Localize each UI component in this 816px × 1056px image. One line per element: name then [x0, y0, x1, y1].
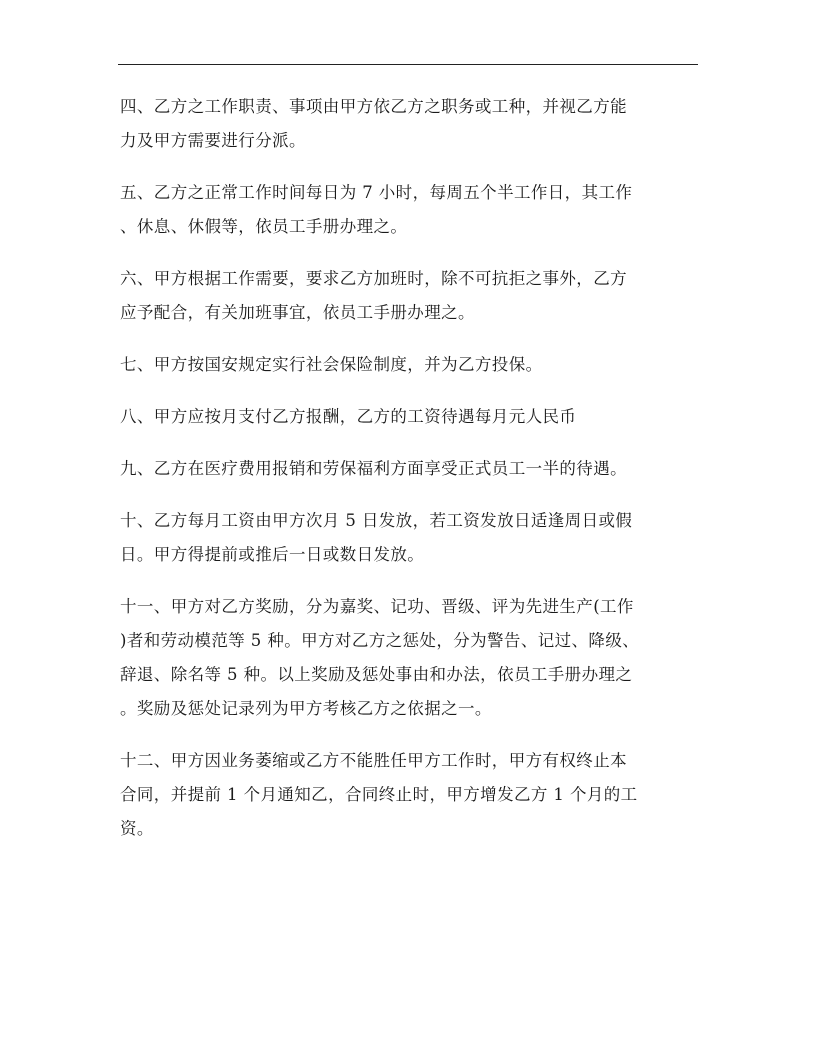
clause-line: 日。甲方得提前或推后一日或数日发放。 — [120, 545, 425, 564]
document-body — [120, 90, 700, 864]
clause-line: 八、甲方应按月支付乙方报酬，乙方的工资待遇每月元人民币 — [120, 407, 577, 426]
clause-10 — [120, 504, 700, 572]
header-rule — [118, 64, 698, 65]
clause-line: 十二、甲方因业务萎缩或乙方不能胜任甲方工作时，甲方有权终止本 — [120, 751, 627, 770]
clause-line: 六、甲方根据工作需要，要求乙方加班时，除不可抗拒之事外，乙方 — [120, 269, 627, 288]
clause-line: 七、甲方按国安规定实行社会保险制度，并为乙方投保。 — [120, 355, 543, 374]
clause-6 — [120, 262, 700, 330]
clause-12 — [120, 744, 700, 846]
clause-line: 四、乙方之工作职责、事项由甲方依乙方之职务或工种，并视乙方能 — [120, 97, 627, 116]
clause-line: 合同，并提前 1 个月通知乙，合同终止时，甲方增发乙方 1 个月的工 — [120, 785, 638, 804]
clause-line: 资。 — [120, 819, 154, 838]
clause-line: 、休息、休假等，依员工手册办理之。 — [120, 217, 408, 236]
clause-line: 辞退、除名等 5 种。以上奖励及惩处事由和办法，依员工手册办理之 — [120, 665, 633, 684]
clause-line: )者和劳动模范等 5 种。甲方对乙方之惩处，分为警告、记过、降级、 — [120, 631, 640, 650]
clause-line: 应予配合，有关加班事宜，依员工手册办理之。 — [120, 303, 475, 322]
clause-8 — [120, 400, 700, 434]
clause-line: 五、乙方之正常工作时间每日为 7 小时，每周五个半工作日，其工作 — [120, 183, 633, 202]
clause-9 — [120, 452, 700, 486]
clause-7 — [120, 348, 700, 382]
clause-11 — [120, 590, 700, 726]
clause-4 — [120, 90, 700, 158]
clause-line: 。奖励及惩处记录列为甲方考核乙方之依据之一。 — [120, 699, 492, 718]
clause-line: 十、乙方每月工资由甲方次月 5 日发放，若工资发放日适逢周日或假 — [120, 511, 633, 530]
clause-5 — [120, 176, 700, 244]
clause-line: 力及甲方需要进行分派。 — [120, 131, 306, 150]
clause-line: 十一、甲方对乙方奖励，分为嘉奖、记功、晋级、评为先进生产(工作 — [120, 597, 634, 616]
clause-line: 九、乙方在医疗费用报销和劳保福利方面享受正式员工一半的待遇。 — [120, 459, 627, 478]
